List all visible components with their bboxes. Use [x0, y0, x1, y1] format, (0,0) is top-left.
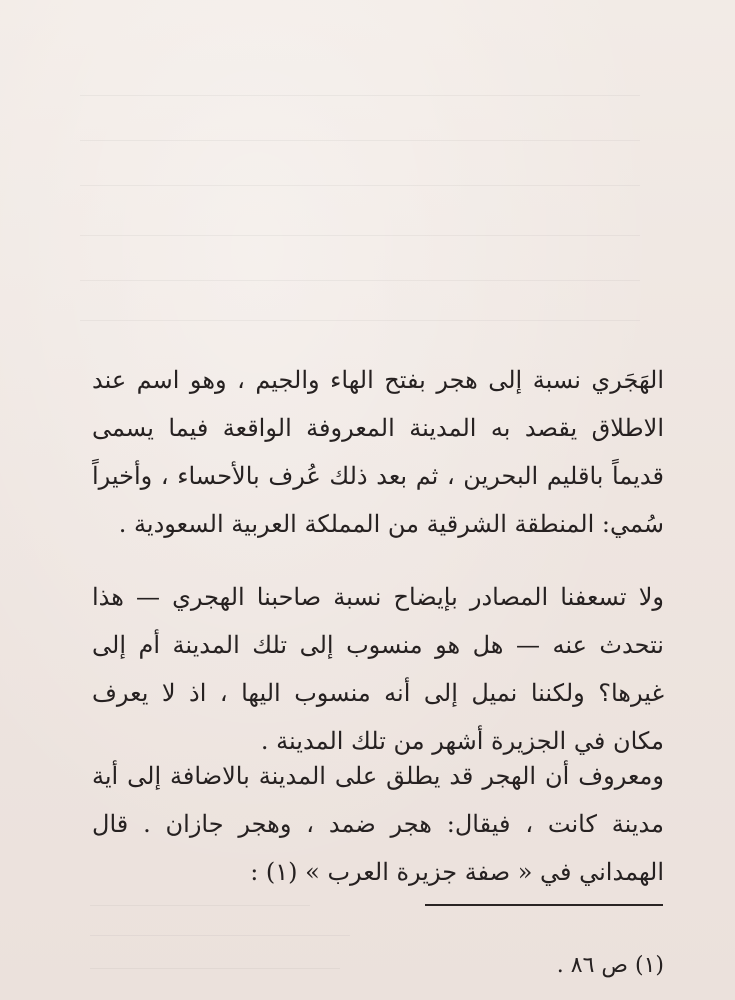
paragraph-attribution: ولا تسعفنا المصادر بإيضاح نسبة صاحبنا الهجري — هذا نتحدث عنه — هل هو منسوب إلى تلك المدينة أم إلى غيرها؟ ولكننا نميل إلى أنه منسوب اليها ، اذ لا يعرف مكان في الجزيرة أشهر من تلك المدينة .: [92, 583, 664, 755]
bleed-through-line: [80, 235, 640, 246]
bleed-through-line: [80, 280, 640, 291]
bleed-through-line: [90, 968, 340, 979]
footnote-separator: [425, 904, 663, 906]
bleed-through-line: [90, 905, 310, 916]
bleed-through-line: [80, 95, 640, 106]
paragraph-hajari-definition: الهَجَري نسبة إلى هجر بفتح الهاء والجيم ، وهو اسم عند الاطلاق يقصد به المدينة المعروفة الواقعة فيما يسمى قديماً باقليم البحرين ، ثم بعد ذلك عُرف بالأحساء ، وأخيراً سُمي: المنطقة الشرقية من المملكة العربية السعودية .: [92, 366, 664, 538]
bleed-through-line: [80, 320, 640, 331]
bleed-through-line: [80, 140, 640, 151]
paragraph-hajar-usage: ومعروف أن الهجر قد يطلق على المدينة بالاضافة إلى أية مدينة كانت ، فيقال: هجر ضمد ، وهجر جازان . قال الهمداني في « صفة جزيرة العرب » (١) :: [92, 762, 664, 886]
bleed-through-line: [80, 185, 640, 196]
footnote: (١) ص ٨٦ .: [556, 953, 664, 978]
bleed-through-line: [90, 935, 350, 946]
